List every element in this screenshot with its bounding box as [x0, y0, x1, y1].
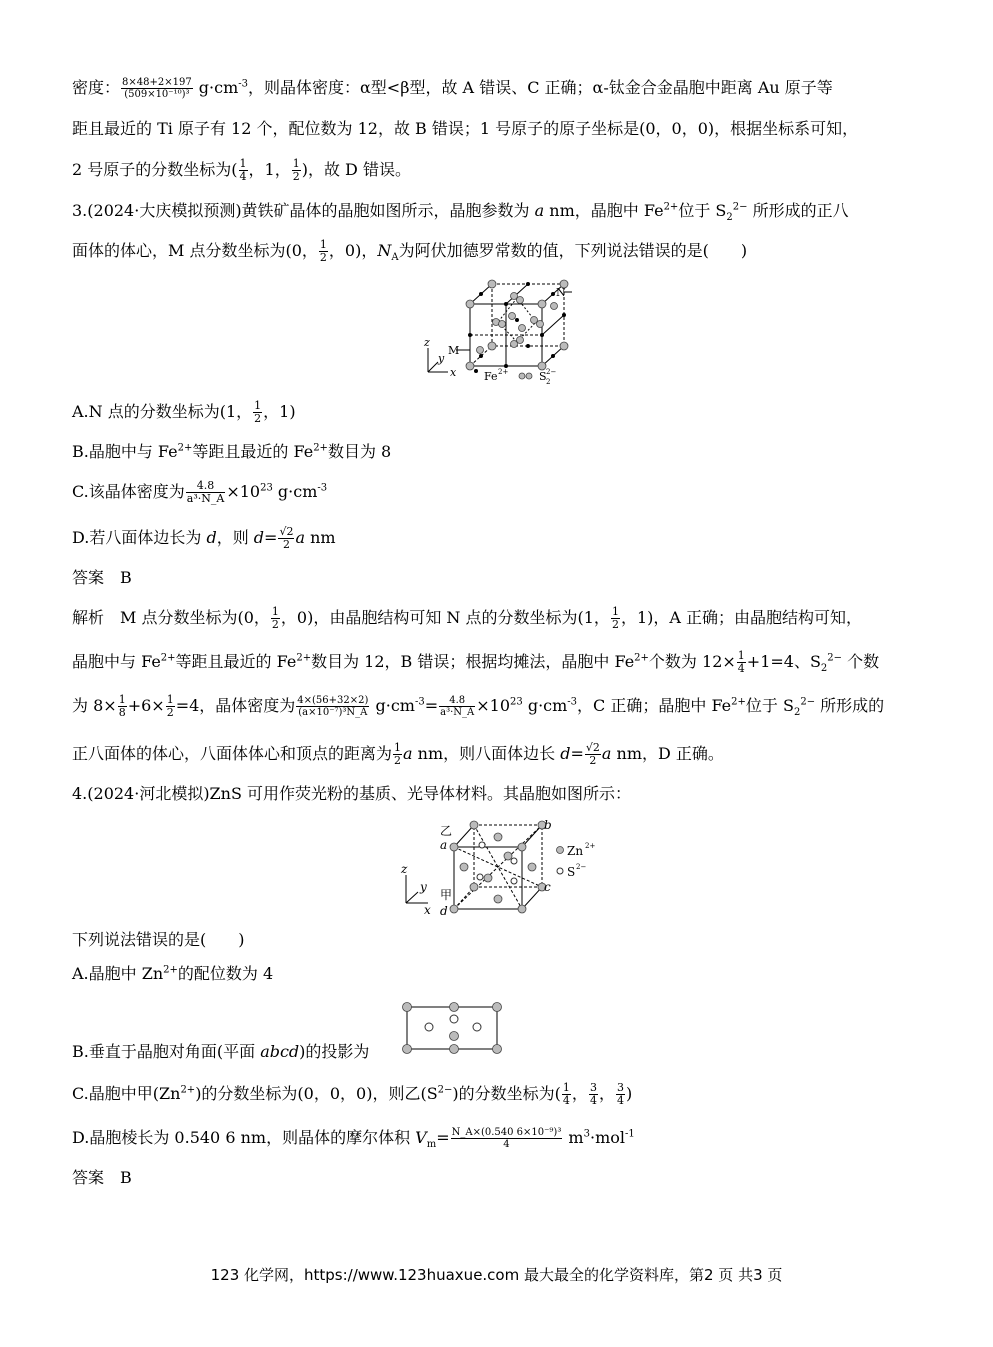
fraction — [166, 694, 175, 719]
fraction — [737, 650, 746, 675]
superscript: 2+ — [180, 1084, 196, 1096]
fraction — [393, 742, 402, 767]
denominator: 2 — [166, 706, 174, 719]
legend-s-sup: 2− — [576, 863, 587, 871]
axis-y: y — [420, 880, 427, 894]
text: 解析 M 点分数坐标为(0， — [72, 608, 270, 627]
q3-option-d[interactable] — [72, 526, 336, 551]
denominator: (a×10⁻⁷)³N_A — [298, 707, 368, 718]
solution-line-3 — [72, 158, 411, 183]
text: B.晶胞中与 Fe — [72, 442, 178, 461]
question-3-line-1 — [72, 199, 849, 223]
subscript: m — [426, 1139, 437, 1151]
text: = — [570, 744, 584, 763]
q3-option-c[interactable] — [72, 480, 327, 505]
text: D.晶胞棱长为 0.540 6 nm，则晶体的摩尔体积 — [72, 1128, 416, 1147]
q3-explanation-line-3 — [72, 694, 884, 719]
zns-unit-cell-figure — [396, 815, 602, 921]
axis-z: z — [424, 336, 430, 349]
text: A.晶胞中 Zn — [72, 964, 164, 983]
text: 等距且最近的 Fe — [175, 652, 297, 671]
text: )的投影为 — [299, 1042, 370, 1061]
q3-answer: 答案 B — [72, 568, 132, 587]
legend-fe-sup: 2+ — [498, 368, 509, 376]
numerator: 1 — [292, 157, 300, 170]
numerator: 1 — [611, 605, 619, 618]
superscript: 2− — [800, 696, 816, 708]
denominator: 2 — [394, 754, 402, 767]
denominator: a³·N_A — [440, 707, 475, 718]
text: ，0)，由晶胞结构可知 N 点的分数坐标为(1， — [280, 608, 610, 627]
text: g·cm — [370, 696, 415, 715]
axis-x: x — [450, 366, 457, 379]
superscript: 2− — [732, 201, 748, 213]
legend-zn: Zn — [567, 844, 584, 858]
numerator: 1 — [271, 605, 279, 618]
numerator: 1 — [166, 693, 174, 706]
var-v: V — [415, 1128, 427, 1147]
denominator: 4 — [562, 1094, 570, 1107]
fraction — [585, 742, 601, 767]
text: 位于 S — [678, 201, 727, 220]
fraction — [186, 480, 226, 505]
var-a: a — [295, 528, 305, 547]
text: 的配位数为 4 — [177, 964, 274, 983]
numerator: N_A×(0.540 6×10⁻⁹)³ — [451, 1127, 562, 1138]
denominator: 4 — [503, 1139, 510, 1150]
text: 2 号原子的分数坐标为( — [72, 160, 238, 179]
text: = — [424, 696, 439, 715]
text: ，1， — [248, 160, 291, 179]
var-d: d — [206, 528, 217, 547]
fraction — [253, 400, 262, 425]
fraction — [589, 1082, 598, 1107]
fraction — [616, 1082, 625, 1107]
var-d: d — [253, 528, 265, 547]
q3-option-a[interactable] — [72, 400, 296, 425]
fraction — [439, 695, 475, 718]
subscript: A — [391, 252, 399, 264]
numerator: 4.8 — [186, 480, 226, 493]
text: 所形成的正八 — [747, 201, 849, 220]
text: 所形成的 — [815, 696, 885, 715]
numerator: 3 — [589, 1081, 597, 1094]
text: 数目为 12，B 错误；根据均摊法，晶胞中 Fe — [311, 652, 635, 671]
text: ，则晶体密度：α型<β型，故 A 错误、C 正确；α-钛金合金晶胞中距离 Au 原子等 — [248, 78, 833, 97]
text: ) — [625, 1084, 633, 1103]
superscript: 2+ — [177, 442, 193, 454]
denominator: 4 — [239, 170, 247, 183]
q3-explanation-line-1 — [72, 606, 862, 631]
legend-zn-sup: 2+ — [585, 842, 596, 850]
q4-option-a[interactable] — [72, 962, 273, 986]
numerator: 1 — [254, 399, 262, 412]
label-M: M — [448, 344, 460, 357]
denominator: (509×10⁻¹⁰)³ — [124, 89, 190, 100]
text: nm，晶胞中 Fe — [544, 201, 664, 220]
text: ，0)， — [328, 241, 378, 260]
var-a: a — [601, 744, 612, 763]
numerator: 1 — [239, 157, 247, 170]
text: nm，则八面体边长 — [412, 744, 561, 763]
numerator: 1 — [319, 238, 327, 251]
var-na: N — [377, 241, 392, 260]
label-a: a — [440, 838, 448, 852]
denominator: 2 — [589, 754, 597, 767]
axis-z: z — [401, 862, 408, 876]
var-abcd: abcd — [260, 1042, 300, 1061]
text: =4，晶体密度为 — [175, 696, 296, 715]
legend-s-sub: 2 — [546, 378, 551, 386]
text: 3.(2024·大庆模拟预测)黄铁矿晶体的晶胞如图所示，晶胞参数为 — [72, 201, 535, 220]
text: 位于 S — [745, 696, 794, 715]
label-c: c — [544, 880, 551, 894]
superscript: 2+ — [296, 652, 312, 664]
denominator: 8 — [118, 706, 126, 719]
text: = — [436, 1128, 450, 1147]
numerator: √2 — [279, 525, 294, 538]
superscript: -3 — [414, 696, 425, 708]
superscript: 23 — [510, 696, 523, 708]
superscript: 2+ — [160, 652, 176, 664]
fraction — [239, 158, 248, 183]
fraction — [562, 1082, 571, 1107]
text: 面体的体心，M 点分数坐标为(0， — [72, 241, 318, 260]
text: C.该晶体密度为 — [72, 482, 185, 501]
projection-figure — [397, 999, 505, 1059]
superscript: -1 — [625, 1128, 635, 1140]
text: ，C 正确；晶胞中 Fe — [577, 696, 732, 715]
text: D.若八面体边长为 — [72, 528, 207, 547]
superscript: 2+ — [663, 201, 679, 213]
text: 晶胞中与 Fe — [72, 652, 161, 671]
q3-explanation-line-2 — [72, 650, 879, 675]
text: C.晶胞中甲(Zn — [72, 1084, 181, 1103]
text: B.垂直于晶胞对角面(平面 — [72, 1042, 261, 1061]
numerator: 8×48+2×197 — [122, 77, 192, 88]
superscript: 3 — [583, 1128, 590, 1140]
text: g·cm — [272, 482, 318, 501]
text: ·mol — [589, 1128, 625, 1147]
text: 为阿伏加德罗常数的值，下列说法错误的是( ) — [398, 241, 748, 260]
text: m — [563, 1128, 584, 1147]
denominator: 2 — [271, 618, 279, 631]
denominator: 4 — [616, 1094, 624, 1107]
text: 密度： — [72, 78, 121, 97]
text: ，则 — [216, 528, 254, 547]
numerator: 1 — [118, 693, 126, 706]
q4-stem: 下列说法错误的是( ) — [72, 930, 245, 949]
text: 个数 — [842, 652, 880, 671]
text: +6× — [127, 696, 165, 715]
question-4-line-1: 4.(2024·河北模拟)ZnS 可用作荧光粉的基质、光导体材料。其晶胞如图所示： — [72, 784, 632, 803]
text: +1=4、S — [746, 652, 821, 671]
text: 数目为 8 — [327, 442, 392, 461]
text: ×10 — [226, 482, 261, 501]
denominator: a³·N_A — [186, 492, 225, 505]
text: ，1) — [263, 402, 296, 421]
q4-option-d[interactable] — [72, 1126, 635, 1150]
denominator: 4 — [737, 662, 745, 675]
text: g·cm — [193, 78, 239, 97]
text: A.N 点的分数坐标为(1， — [72, 402, 253, 421]
fraction — [121, 77, 193, 100]
legend-fe: Fe — [484, 370, 498, 383]
numerator: 4.8 — [439, 695, 475, 707]
fraction — [296, 695, 369, 718]
label-b: b — [544, 818, 552, 832]
text: )的分数坐标为( — [452, 1084, 561, 1103]
subscript: 2 — [793, 707, 801, 719]
denominator: 2 — [254, 412, 262, 425]
superscript: 2− — [827, 652, 843, 664]
q4-answer: 答案 B — [72, 1168, 132, 1187]
legend-s: S — [539, 370, 547, 383]
superscript: 2+ — [634, 652, 649, 664]
subscript: 2 — [726, 212, 733, 224]
numerator: 3 — [616, 1081, 624, 1094]
fraction — [292, 158, 301, 183]
fraction — [451, 1127, 563, 1150]
var-a: a — [403, 744, 413, 763]
numerator: 1 — [394, 741, 402, 754]
superscript: -3 — [567, 696, 578, 708]
pyrite-unit-cell-figure — [416, 278, 586, 386]
fraction — [118, 694, 127, 719]
axis-x: x — [424, 903, 431, 917]
legend-s-sup: 2− — [546, 368, 557, 376]
superscript: 2+ — [163, 964, 178, 976]
text: nm，D 正确。 — [611, 744, 724, 763]
text: = — [264, 528, 278, 547]
label-N: N — [556, 286, 566, 299]
page-footer: 123 化学网，https://www.123huaxue.com 最大最全的化学资料库，第2 页 共3 页 — [210, 1266, 783, 1284]
text: nm — [305, 528, 336, 547]
question-3-line-2 — [72, 239, 747, 264]
text: ，1)，A 正确；由晶胞结构可知， — [620, 608, 863, 627]
superscript: 2+ — [731, 696, 746, 708]
q4-option-b[interactable] — [72, 1040, 369, 1064]
q3-option-b[interactable] — [72, 440, 391, 464]
text: 为 8× — [72, 696, 117, 715]
text: 正八面体的体心，八面体体心和顶点的距离为 — [72, 744, 393, 763]
fraction — [278, 526, 294, 551]
denominator: 4 — [589, 1094, 597, 1107]
subscript: 2 — [820, 663, 828, 675]
numerator: 1 — [562, 1081, 570, 1094]
solution-line-2: 距且最近的 Ti 原子有 12 个，配位数为 12，故 B 错误；1 号原子的原子坐标是(0，0，0)，根据坐标系可知， — [72, 119, 859, 138]
var-d: d — [560, 744, 571, 763]
denominator: 2 — [611, 618, 619, 631]
fraction — [319, 239, 328, 264]
q4-option-c[interactable]: C.晶胞中甲$(Zn^{2+})$的分数坐标为(0，0，0)，则乙$(S^{2-})$的分数坐标为( $\frac{1}{4}$ ， $\frac{3}{4}$ ， $\frac{3}{4}$ ) — [72, 1081, 633, 1107]
superscript: -3 — [238, 78, 248, 90]
text: 个数为 12× — [648, 652, 736, 671]
text: )的分数坐标为(0，0，0)，则乙(S — [195, 1084, 438, 1103]
text: g·cm — [522, 696, 568, 715]
denominator: 2 — [282, 538, 290, 551]
superscript: -3 — [317, 482, 328, 494]
label-d: d — [440, 904, 448, 918]
numerator: 4×(56+32×2) — [297, 695, 369, 706]
axis-y: y — [438, 352, 445, 365]
denominator: 2 — [319, 251, 327, 264]
label-yi: 乙 — [440, 824, 453, 838]
legend-s: S — [567, 865, 576, 879]
numerator: √2 — [585, 741, 600, 754]
label-jia: 甲 — [440, 888, 453, 902]
numerator: 1 — [737, 649, 745, 662]
solution-line-1 — [72, 76, 833, 100]
denominator: 2 — [292, 170, 300, 183]
fraction — [611, 606, 620, 631]
superscript: 2− — [437, 1084, 453, 1096]
text: 等距且最近的 Fe — [192, 442, 314, 461]
text: ×10 — [476, 696, 510, 715]
q3-explanation-line-4 — [72, 742, 724, 767]
superscript: 23 — [260, 482, 273, 494]
superscript: 2+ — [313, 442, 328, 454]
var-a: a — [534, 201, 545, 220]
fraction — [271, 606, 280, 631]
text: )，故 D 错误。 — [301, 160, 411, 179]
